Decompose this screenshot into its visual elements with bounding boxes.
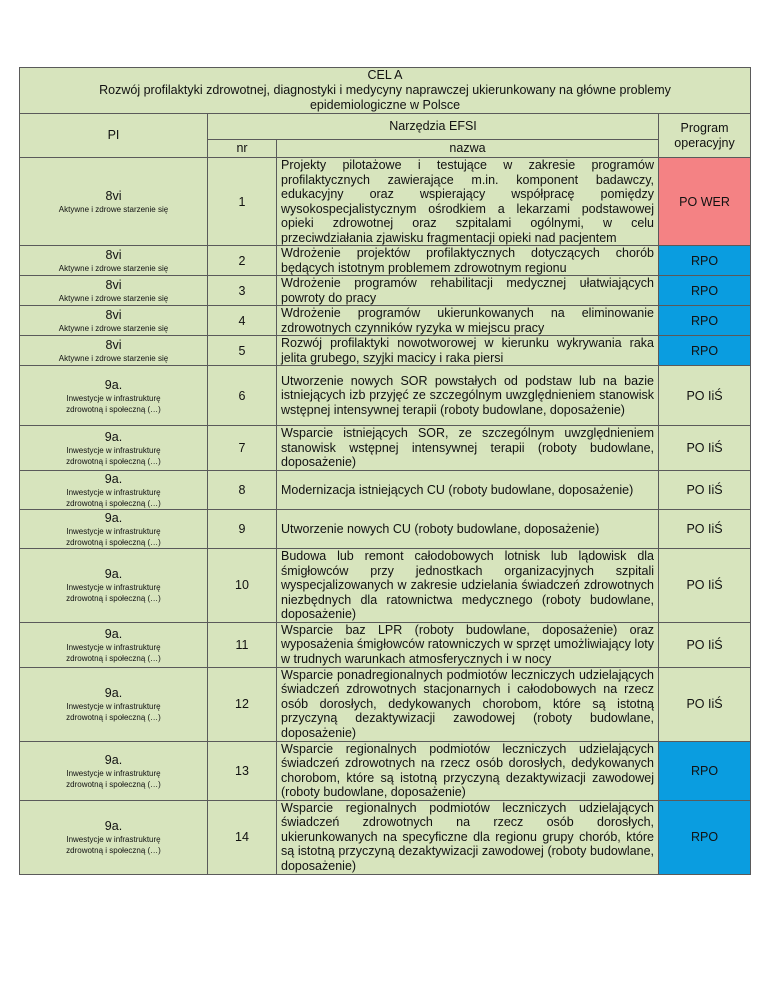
nazwa-cell: Wsparcie istniejących SOR, ze szczególnym uwzględnieniem stanowisk wstępnej intensywnej terapii (roboty budowlane, doposażenie): [277, 426, 659, 471]
nazwa-cell: Wdrożenie programów rehabilitacji medycznej ułatwiających powroty do pracy: [277, 276, 659, 306]
pi-cell: [20, 366, 208, 426]
pi-description: Inwestycje w infrastrukturę zdrowotną i społeczną (…): [66, 768, 161, 789]
nr-cell: 7: [208, 426, 277, 471]
pi-description: Inwestycje w infrastrukturę zdrowotną i społeczną (…): [66, 583, 161, 604]
table-row: [20, 246, 751, 276]
program-cell: RPO: [659, 276, 751, 306]
program-header: Program operacyjny: [659, 114, 751, 158]
cel-title: CEL A: [367, 68, 403, 82]
pi-header: PI: [20, 114, 208, 158]
nazwa-cell: Wdrożenie programów ukierunkowanych na eliminowanie zdrowotnych czynników ryzyka w miejscu pracy: [277, 306, 659, 336]
nazwa-cell: Modernizacja istniejących CU (roboty budowlane, doposażenie): [277, 471, 659, 510]
nr-cell: 2: [208, 246, 277, 276]
pi-description: Aktywne i zdrowe starzenie się: [58, 294, 169, 303]
nazwa-cell: Wsparcie regionalnych podmiotów leczniczych udzielających świadczeń zdrowotnych na rzecz osób dorosłych, dedykowanych chorobom, które są istotną przyczyną dezaktywizacji zawodowej (roboty budowlane, doposażenie): [277, 741, 659, 800]
pi-code: 9a.: [104, 626, 123, 641]
pi-code: 8vi: [105, 308, 122, 322]
pi-code: 9a.: [104, 567, 123, 582]
column-group-header-row: [20, 114, 751, 140]
cel-header-row: [20, 68, 751, 114]
table-row: [20, 426, 751, 471]
pi-cell: [20, 741, 208, 800]
program-cell: PO IiŚ: [659, 622, 751, 667]
pi-cell: [20, 549, 208, 623]
pi-description: Aktywne i zdrowe starzenie się: [58, 205, 169, 214]
pi-code: 9a.: [104, 819, 123, 833]
nazwa-cell: Utworzenie nowych SOR powstałych od podstaw lub na bazie istniejących izb przyjęć ze szczególnym uwzględnieniem stanowisk wstępnej intensywnej terapii (roboty budowlane, doposażenie): [277, 366, 659, 426]
pi-cell: [20, 800, 208, 874]
pi-description: Inwestycje w infrastrukturę zdrowotną i społeczną (…): [66, 527, 161, 547]
table-row: [20, 622, 751, 667]
table-row: [20, 306, 751, 336]
pi-description: Aktywne i zdrowe starzenie się: [58, 354, 169, 363]
pi-code: 9a.: [104, 472, 123, 486]
program-cell: RPO: [659, 800, 751, 874]
program-cell: PO IiŚ: [659, 667, 751, 741]
pi-code: 9a.: [104, 511, 123, 525]
nr-cell: 9: [208, 510, 277, 549]
nazwa-header: nazwa: [277, 140, 659, 158]
table-row: [20, 510, 751, 549]
nazwa-cell: Wsparcie baz LPR (roboty budowlane, doposażenie) oraz wyposażenia śmigłowców ratowniczych w sprzęt umożliwiający loty w trudnych warunkach atmosferycznych i w nocy: [277, 622, 659, 667]
program-cell: RPO: [659, 306, 751, 336]
nazwa-cell: Budowa lub remont całodobowych lotnisk lub lądowisk dla śmigłowców przy jednostkach organizacyjnych szpitali wyspecjalizowanych w zakresie udzielania świadczeń zdrowotnych niezbędnych dla ratownictwa medycznego (roboty budowlane, doposażenie): [277, 549, 659, 623]
efsi-table: [19, 67, 751, 875]
nr-cell: 13: [208, 741, 277, 800]
pi-cell: [20, 246, 208, 276]
nr-cell: 3: [208, 276, 277, 306]
nr-cell: 14: [208, 800, 277, 874]
pi-cell: [20, 510, 208, 549]
pi-cell: [20, 426, 208, 471]
pi-cell: [20, 158, 208, 246]
pi-description: Aktywne i zdrowe starzenie się: [58, 264, 169, 273]
nr-cell: 1: [208, 158, 277, 246]
pi-description: Inwestycje w infrastrukturę zdrowotną i społeczną (…): [66, 835, 161, 855]
pi-code: 8vi: [105, 189, 122, 203]
pi-cell: [20, 471, 208, 510]
pi-cell: [20, 667, 208, 741]
cel-header: [20, 68, 751, 114]
program-cell: PO IiŚ: [659, 510, 751, 549]
nazwa-cell: Utworzenie nowych CU (roboty budowlane, doposażenie): [277, 510, 659, 549]
program-cell: PO IiŚ: [659, 426, 751, 471]
pi-cell: [20, 276, 208, 306]
pi-description: Aktywne i zdrowe starzenie się: [58, 324, 169, 333]
program-cell: RPO: [659, 246, 751, 276]
pi-code: 9a.: [104, 377, 123, 392]
nr-cell: 10: [208, 549, 277, 623]
nazwa-cell: Wdrożenie projektów profilaktycznych dotyczących chorób będących istotnym problemem zdrowotnym regionu: [277, 246, 659, 276]
program-cell: PO IiŚ: [659, 471, 751, 510]
pi-cell: [20, 336, 208, 366]
pi-description: Inwestycje w infrastrukturę zdrowotną i społeczną (…): [66, 702, 161, 722]
pi-code: 8vi: [105, 338, 122, 352]
nazwa-cell: Rozwój profilaktyki nowotworowej w kierunku wykrywania raka jelita grubego, szyjki macicy i raka piersi: [277, 336, 659, 366]
table-row: [20, 741, 751, 800]
program-cell: PO WER: [659, 158, 751, 246]
pi-cell: [20, 306, 208, 336]
table-row: [20, 471, 751, 510]
pi-code: 9a.: [104, 752, 123, 767]
pi-code: 8vi: [105, 278, 122, 292]
nr-cell: 6: [208, 366, 277, 426]
nr-cell: 12: [208, 667, 277, 741]
nazwa-cell: Projekty pilotażowe i testujące w zakresie programów profilaktycznych zawierające m.in. komponent badawczy, edukacyjny oraz wspierający współpracę pomiędzy wysokospecjalistycznym ośrodkiem a lekarzami podstawowej opieki zdrowotnej oraz szpitalami ogólnymi, w celu przeciwdziałania zjawisku fragmentacji opieki nad pacjentem: [277, 158, 659, 246]
pi-code: 9a.: [104, 686, 123, 700]
cel-description: Rozwój profilaktyki zdrowotnej, diagnostyki i medycyny naprawczej ukierunkowany na główne problemy epidemiologiczne w Polsce: [99, 83, 671, 112]
nr-cell: 4: [208, 306, 277, 336]
pi-description: Inwestycje w infrastrukturę zdrowotną i społeczną (…): [66, 642, 161, 663]
table-row: [20, 336, 751, 366]
pi-description: Inwestycje w infrastrukturę zdrowotną i społeczną (…): [66, 393, 161, 414]
pi-code: 8vi: [105, 248, 122, 262]
narzedzia-header: Narzędzia EFSI: [208, 114, 659, 140]
table-row: [20, 276, 751, 306]
nr-cell: 11: [208, 622, 277, 667]
table-row: [20, 667, 751, 741]
pi-description: Inwestycje w infrastrukturę zdrowotną i społeczną (…): [66, 488, 161, 508]
table-row: [20, 549, 751, 623]
nr-cell: 8: [208, 471, 277, 510]
pi-description: Inwestycje w infrastrukturę zdrowotną i społeczną (…): [66, 446, 161, 466]
program-cell: PO IiŚ: [659, 549, 751, 623]
table-row: [20, 366, 751, 426]
nazwa-cell: Wsparcie ponadregionalnych podmiotów leczniczych udzielających świadczeń zdrowotnych stacjonarnych i całodobowych na rzecz osób dorosłych, dedykowanych chorobom, które są istotną przyczyną dezaktywizacji zawodowej (roboty budowlane, doposażenie): [277, 667, 659, 741]
nazwa-cell: Wsparcie regionalnych podmiotów leczniczych udzielających świadczeń zdrowotnych na rzecz osób dorosłych, ukierunkowanych na specyficzne dla regionu grupy chorób, które są istotną przyczyną dezaktywizacji zawodowej (roboty budowlane, doposażenie): [277, 800, 659, 874]
nr-header: nr: [208, 140, 277, 158]
table-row: [20, 800, 751, 874]
program-cell: PO IiŚ: [659, 366, 751, 426]
program-cell: RPO: [659, 741, 751, 800]
program-cell: RPO: [659, 336, 751, 366]
table-body: [20, 158, 751, 875]
pi-code: 9a.: [104, 430, 123, 444]
pi-cell: [20, 622, 208, 667]
table-row: [20, 158, 751, 246]
nr-cell: 5: [208, 336, 277, 366]
